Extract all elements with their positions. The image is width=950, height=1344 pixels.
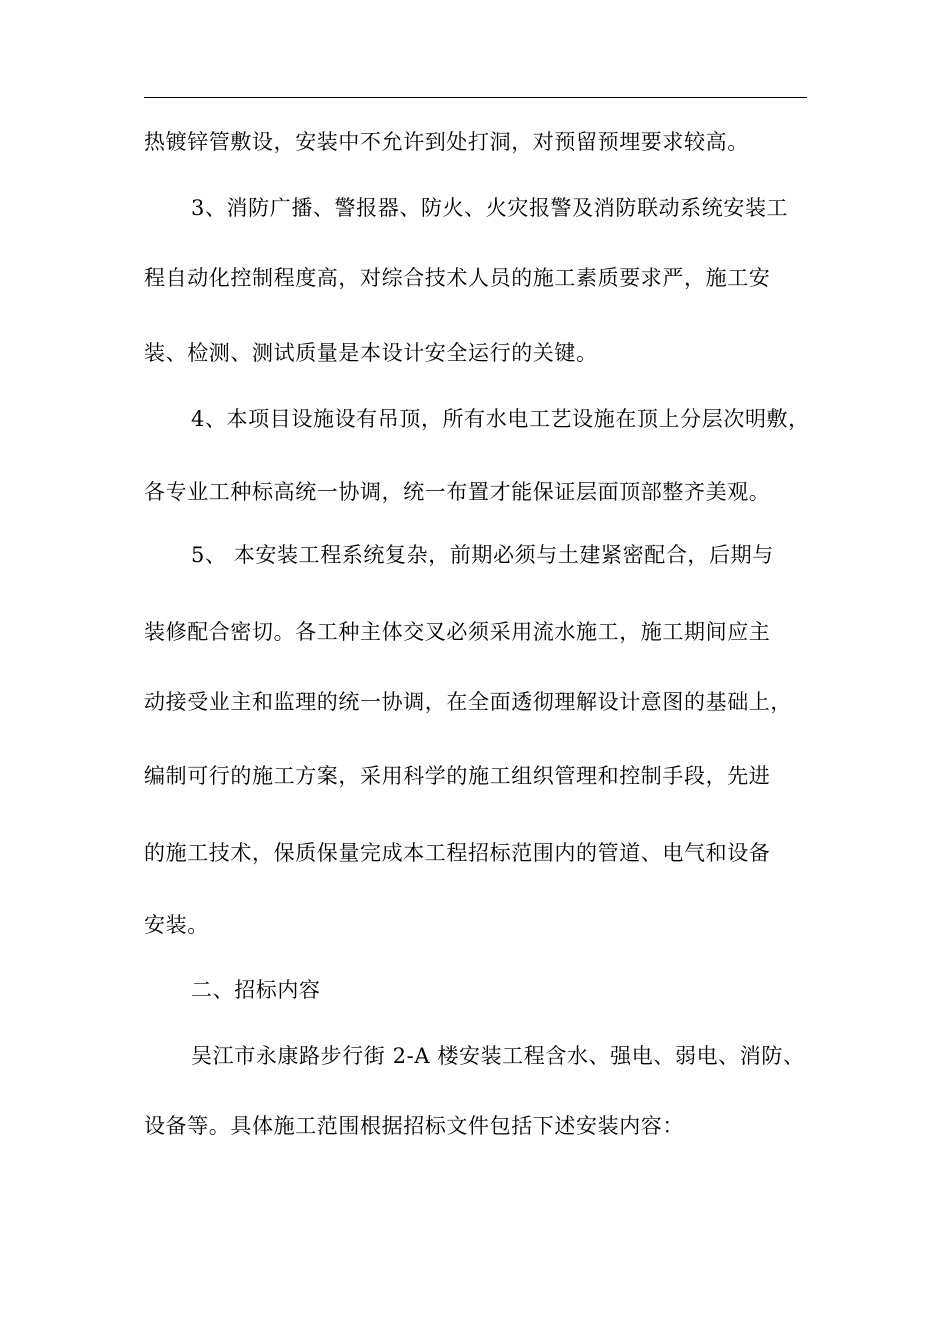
body-line-10: 编制可行的施工方案，采用科学的施工组织管理和控制手段，先进 — [144, 764, 771, 788]
body-line-3: 程自动化控制程度高，对综合技术人员的施工素质要求严，施工安 — [144, 266, 771, 290]
body-line-13: 吴江市永康路步行街 2-A 楼安装工程含水、强电、弱电、消防、 — [191, 1044, 805, 1068]
body-line-1: 热镀锌管敷设，安装中不允许到处打洞，对预留预埋要求较高。 — [144, 130, 749, 154]
body-line-7: 5、 本安装工程系统复杂，前期必须与土建紧密配合，后期与 — [191, 543, 774, 567]
body-line-6: 各专业工种标高统一协调，统一布置才能保证层面顶部整齐美观。 — [144, 480, 771, 504]
body-line-4: 装、检测、测试质量是本设计安全运行的关键。 — [144, 341, 598, 365]
body-line-11: 的施工技术，保质保量完成本工程招标范围内的管道、电气和设备 — [144, 841, 771, 865]
header-rule — [144, 97, 807, 98]
body-line-12: 安装。 — [144, 913, 209, 937]
body-line-14: 设备等。具体施工范围根据招标文件包括下述安装内容： — [144, 1114, 684, 1138]
section-heading: 二、招标内容 — [191, 978, 321, 1002]
body-line-2: 3、消防广播、警报器、防火、火灾报警及消防联动系统安装工 — [191, 196, 789, 220]
body-line-5: 4、本项目设施设有吊顶，所有水电工艺设施在顶上分层次明敷， — [191, 407, 810, 431]
body-line-9: 动接受业主和监理的统一协调，在全面透彻理解设计意图的基础上， — [144, 690, 792, 714]
body-line-8: 装修配合密切。各工种主体交叉必须采用流水施工，施工期间应主 — [144, 620, 771, 644]
